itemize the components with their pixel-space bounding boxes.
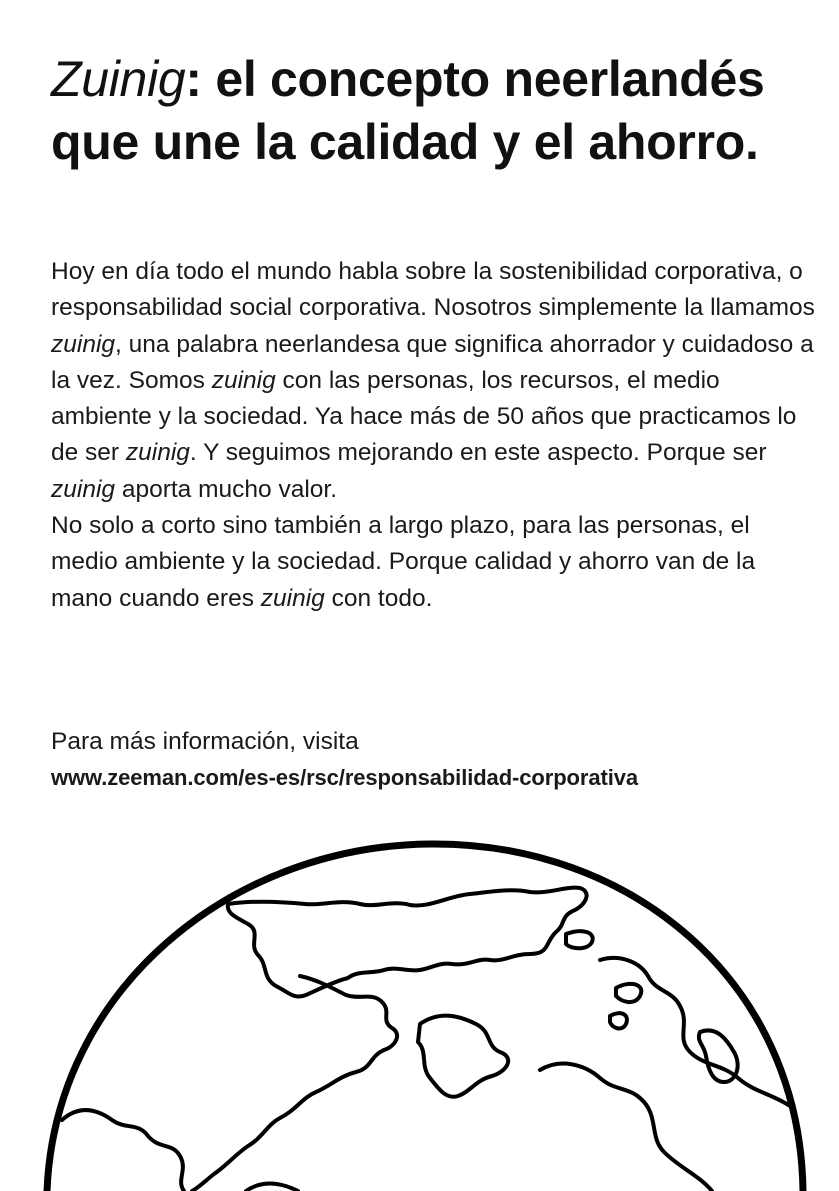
headline-italic-word: Zuinig xyxy=(51,51,186,107)
body-text-segment: con las personas, los recursos, el medio ambiente y la sociedad. Ya hace más de 50 años que practicamos lo de ser xyxy=(51,366,797,467)
body-paragraph-1 xyxy=(51,254,821,508)
body-text-segment: con todo. xyxy=(324,584,433,612)
body-emphasis: zuinig xyxy=(211,366,276,394)
body-text-segment: Hoy en día todo el mundo habla sobre la sostenibilidad corporativa, o responsabilidad social corporativa. Nosotros simplemente la llamamos xyxy=(51,258,815,322)
headline-rest: : el concepto neerlandés que une la calidad y el ahorro. xyxy=(51,51,765,170)
body-text-segment: No solo a corto sino también a largo plazo, para las personas, el medio ambiente y la sociedad. Porque calidad y ahorro van de la mano cuando eres xyxy=(51,512,756,612)
headline xyxy=(51,48,811,174)
body-paragraph-2 xyxy=(51,508,821,617)
body-text-segment: aporta mucho valor. xyxy=(115,475,337,503)
more-info-label: Para más información, visita xyxy=(51,728,359,755)
body-emphasis: zuinig xyxy=(260,584,325,612)
body-text-segment: , una palabra neerlandesa que significa ahorrador y cuidadoso a la vez. Somos xyxy=(51,330,814,394)
body-text-segment: . Y seguimos mejorando en este aspecto. Porque ser xyxy=(189,439,767,467)
globe-icon xyxy=(0,820,839,1191)
body-emphasis: zuinig xyxy=(51,475,116,503)
body-emphasis: zuinig xyxy=(125,439,190,467)
body-text xyxy=(51,254,821,617)
body-emphasis: zuinig xyxy=(51,330,116,358)
more-info xyxy=(51,724,831,796)
more-info-url[interactable]: www.zeeman.com/es-es/rsc/responsabilidad-corporativa xyxy=(51,765,638,790)
